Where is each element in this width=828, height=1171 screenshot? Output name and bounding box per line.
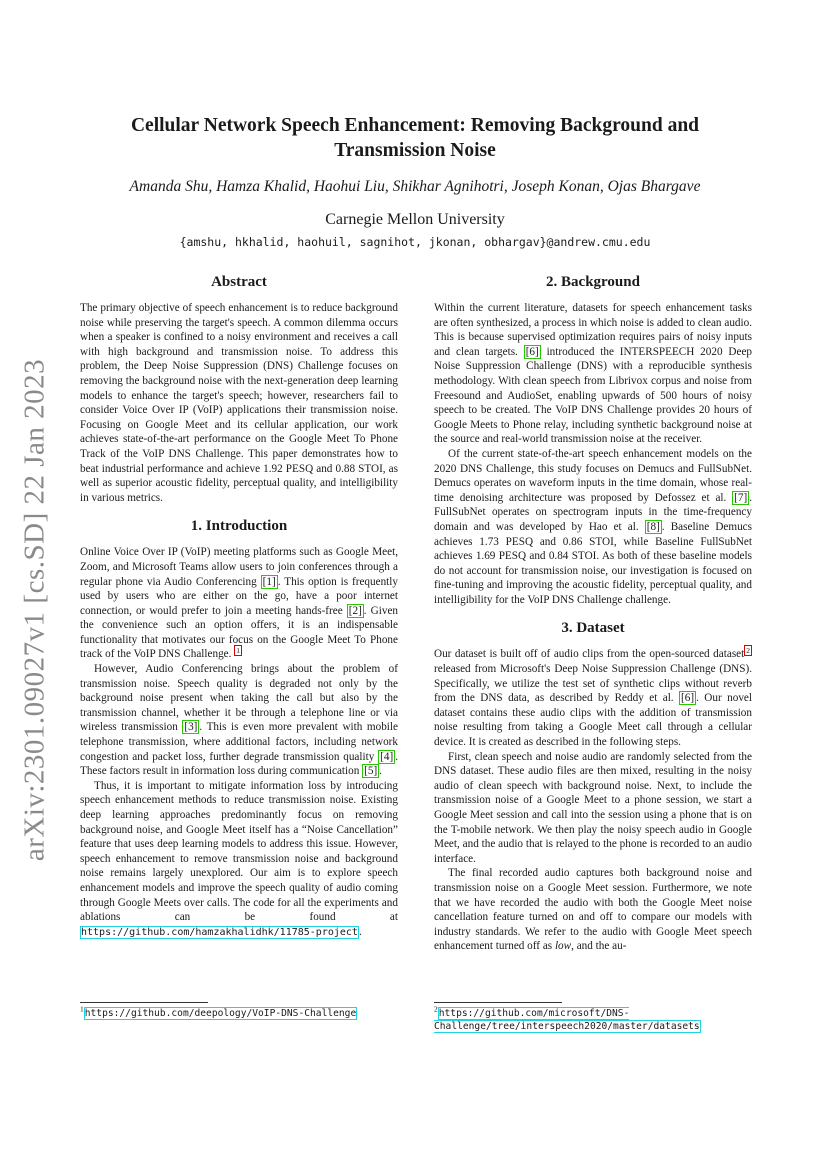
footnote-2-link[interactable]: https://github.com/microsoft/DNS-Challenge/tree/interspeech2020/master/datasets — [434, 1008, 700, 1032]
dataset-paragraph-3: The final recorded audio captures both background noise and transmission noise on a Google Meet session. Furthermore, we note that we have recorded the audio with both the Google Meet noise cancellation feature turned on and off to compare our models with industry standards. We refer to the audio with Google Meet speech enhancement turned off as low, and the au- — [434, 867, 752, 953]
citation-link[interactable]: [7] — [734, 491, 748, 504]
citation-link[interactable]: [8] — [646, 520, 660, 533]
citation-link[interactable]: [6] — [525, 345, 539, 358]
affiliation: Carnegie Mellon University — [325, 211, 505, 228]
author-list: Amanda Shu, Hamza Khalid, Haohui Liu, Shikhar Agnihotri, Joseph Konan, Ojas Bhargave — [129, 178, 701, 195]
citation-link[interactable]: [2] — [348, 604, 362, 617]
author-emails: {amshu, hkhalid, haohuil, sagnihot, jkonan, obhargav}@andrew.cmu.edu — [179, 235, 651, 249]
code-repository-link[interactable]: https://github.com/hamzakhalidhk/11785-project — [81, 926, 358, 938]
footnote-marker-link[interactable]: 1 — [236, 645, 240, 655]
footnote-2: $^2$https://github.com/microsoft/DNS-Challenge/tree/interspeech2020/master/datasets — [434, 1004, 700, 1032]
footnote-1: $^1$https://github.com/deepology/VoIP-DNS-Challenge — [80, 1004, 357, 1019]
footnote-marker-link[interactable]: 2 — [746, 645, 750, 655]
dataset-paragraph-1: Our dataset is built off of audio clips from the open-sourced dataset $^2$ released from Microsoft's Deep Noise Suppression Challenge (DNS). Specifically, we utilize the test set of synthetic clips without reverb from the DNS data, as described by Reddy et al. [6] . Our novel dataset contains these audio clips with the addition of transmission noise resulting from taking a Google Meet call through a cellular device. It is created as described in the following steps. — [434, 645, 752, 749]
citation-link[interactable]: [3] — [184, 721, 198, 734]
citation-link[interactable]: [5] — [364, 765, 378, 778]
background-heading: 2. Background — [546, 274, 640, 290]
dataset-paragraph-2: First, clean speech and noise audio are randomly selected from the DNS dataset. These audio files are then mixed, resulting in the noisy audio of clean speech with background noise. Next, to include the transmission noise of a Google Meet to a phone session, we start a Google Meet session and call into the session using a phone that is on the T-mobile network. We then play the noisy speech audio in Google Meet, and the audio that is relayed to the phone is recorded to an audio interface. — [434, 750, 752, 865]
background-paragraph-1: Within the current literature, datasets for speech enhancement tasks are often synthesized, a process in which noise is added to clean audio. This is because supervised optimization requires pairs of noisy inputs and clean targets. [6] introduced the INTERSPEECH 2020 Deep Noise Suppression Challenge (DNS) with a reproducible synthesis methodology. With clean speech from Librivox corpus and noise from Freesound and AudioSet, enabling upwards of 500 hours of noisy speech to be created. The VoIP DNS Challenge provides 20 hours of Google Meets to Phone relay, including synthetic background noise at the source and real-world transmission noise at the receiver. — [434, 302, 752, 446]
citation-link[interactable]: [1] — [262, 575, 276, 588]
abstract-heading: Abstract — [211, 274, 267, 290]
footnote-1-link[interactable]: https://github.com/deepology/VoIP-DNS-Challenge — [84, 1008, 357, 1019]
footnote-rule — [80, 1002, 208, 1003]
citation-link[interactable]: [6] — [681, 692, 695, 705]
paper-title: Cellular Network Speech Enhancement: Removing Background and Transmission Noise — [130, 115, 700, 161]
intro-paragraph-1: Online Voice Over IP (VoIP) meeting platforms such as Google Meet, Zoom, and Microsoft Teams allow users to join conferences through a regular phone via Audio Conferencing [1] . This option is frequently used by users who are either on the go, have a poor internet connection, or would prefer to join a meeting hands-free [2] . Given the convenience such an option offers, it is an indispensable functionality that motivates our focus on the Google Meet To Phone track of the VoIP DNS Challenge. $^1$ — [80, 546, 398, 661]
background-paragraph-2: Of the current state-of-the-art speech enhancement models on the 2020 DNS Challenge, this study focuses on Demucs and FullSubNet. Demucs operates on waveform inputs in the time domain, whose real-time denoising architecture was proposed by Defossez et al. [7] . FullSubNet operates on spectrogram inputs in the time-frequency domain and was developed by Hao et al. [8] . Baseline Demucs achieves 1.73 PESQ and 0.86 STOI, while Baseline FullSubNet achieves 1.69 PESQ and 0.84 STOI. As both of these baseline models do not account for transmission noise, our investigation is focused on fine-tuning and improving the acoustic fidelity, perceptual quality, and intelligibility for the VoIP DNS Challenge challenge. — [434, 447, 752, 606]
abstract-text: The primary objective of speech enhancement is to reduce background noise while preserving the target's speech. A common dilemma occurs when a speaker is confined to a noisy environment and receives a call with high background and transmission noise. To address this problem, the Deep Noise Suppression (DNS) Challenge focuses on removing the background noise with the next-generation deep learning models to enhance the target's speech; however, researchers fail to consider Voice Over IP (VoIP) applications their transmission noise. Focusing on Google Meet and its cellular application, our work achieves state-of-the-art performance on the Google Meet To Phone Track of the VoIP DNS Challenge. This paper demonstrates how to beat industrial performance and achieve 1.92 PESQ and 0.88 STOI, as well as superior acoustic fidelity, perceptual quality, and intelligibility in various metrics. — [80, 302, 398, 504]
introduction-heading: 1. Introduction — [190, 518, 288, 535]
right-column — [434, 273, 752, 954]
intro-paragraph-2: However, Audio Conferencing brings about the problem of transmission noise. Speech quality is degraded not only by the background noise present when taking the call but also by the transmission channel, whether it be through a telephone line or via wireless transmission [3] . This is even more prevalent with mobile telephone transmission, where additional factors, including network congestion and packet loss, further degrade transmission quality [4] . These factors result in information loss during communication [5] . — [80, 663, 398, 778]
footnote-rule — [434, 1002, 562, 1003]
arxiv-stamp: arXiv:2301.09027v1 [cs.SD] 22 Jan 2023 — [18, 358, 51, 862]
dataset-heading: 3. Dataset — [561, 620, 625, 637]
left-column — [80, 273, 398, 940]
citation-link[interactable]: [4] — [380, 750, 394, 763]
intro-paragraph-3: Thus, it is important to mitigate information loss by introducing speech enhancement methods to reduce transmission noise. Existing deep learning approaches predominantly focus on removing background noise, and Google Meet itself has a “Noise Cancellation” feature that uses deep learning models to address this issue. However, speech enhancement to remove transmission noise and background noise remains largely unexplored. Our aim is to explore speech enhancement models and improve the speech quality of audio coming through Google Meets over calls. The code for all the experiments and ablations can be found at https://github.com/hamzakhalidhk/11785-project. — [80, 779, 398, 938]
